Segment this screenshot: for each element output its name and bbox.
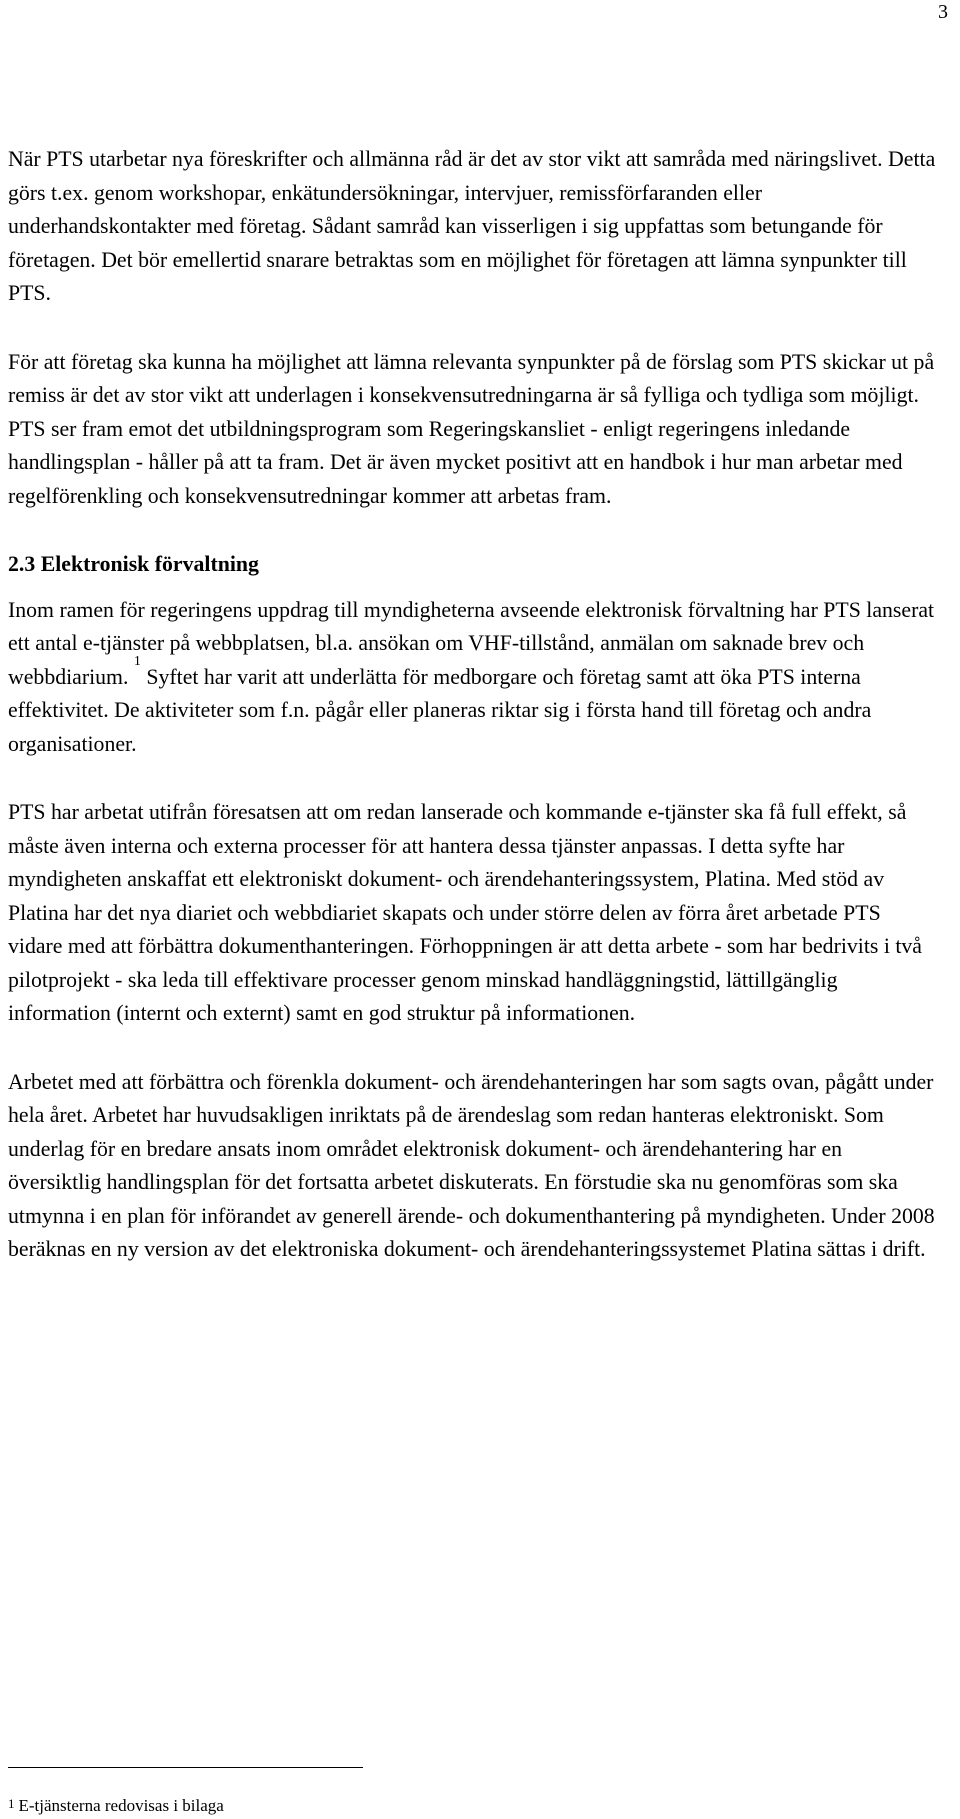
footnote bbox=[8, 1796, 224, 1817]
section-heading: 2.3 Elektronisk förvaltning bbox=[8, 552, 259, 576]
paragraph-e-services-text-cont: Syftet har varit att underlätta för medborgare och företag samt att öka PTS interna effektivitet. De aktiviteter som f.n. pågår eller planeras riktar sig i första hand till företag och andra organisationer. bbox=[8, 664, 872, 756]
paragraph-e-services-text: Inom ramen för regeringens uppdrag till myndigheterna avseende elektronisk förvaltning har PTS lanserat ett antal e-tjänster på webbplatsen, bl.a. ansökan om VHF-tillstånd, anmälan om saknade brev och webbdiarium. bbox=[8, 597, 935, 689]
footnote-divider bbox=[8, 1767, 363, 1768]
paragraph-e-services bbox=[8, 594, 938, 762]
footnote-number: 1 bbox=[8, 1796, 15, 1811]
paragraph-consultation: När PTS utarbetar nya föreskrifter och allmänna råd är det av stor vikt att samråda med näringslivet. Detta görs t.ex. genom workshopar, enkätundersökningar, intervjuer, remissförfaranden eller underhandskontakter med företag. Sådant samråd kan visserligen i sig uppfattas som betungande för företagen. Det bör emellertid snarare betraktas som en möjlighet för företagen att lämna synpunkter till PTS. bbox=[8, 147, 936, 305]
paragraph-remiss: För att företag ska kunna ha möjlighet att lämna relevanta synpunkter på de förslag som PTS skickar ut på remiss är det av stor vikt att underlagen i konsekvensutredningarna är så fylliga och tydliga som möjligt. PTS ser fram emot det utbildningsprogram som Regeringskansliet - enligt regeringens inledande handlingsplan - håller på att ta fram. Det är även mycket positivt att en handbok i hur man arbetar med regelförenkling och konsekvensutredningar kommer att arbetas fram. bbox=[8, 349, 935, 508]
paragraph-document-handling: Arbetet med att förbättra och förenkla dokument- och ärendehanteringen har som sagts ovan, pågått under hela året. Arbetet har huvudsakligen inriktats på de ärendeslag som redan hanteras elektroniskt. Som underlag för en bredare ansats inom området elektronisk dokument- och ärendehantering har en översiktlig handlingsplan för det fortsatta arbetet diskuterats. En förstudie ska nu genomföras som ska utmynna i en plan för införandet av generell ärende- och dokumenthantering på myndigheten. Under 2008 beräknas en ny version av det elektroniska dokument- och ärendehanteringssystemet Platina sättas i drift. bbox=[8, 1069, 935, 1261]
paragraph-platina: PTS har arbetat utifrån föresatsen att om redan lanserade och kommande e-tjänster ska få full effekt, så måste även interna och externa processer för att hantera dessa tjänster anpassas. I detta syfte har myndigheten anskaffat ett elektroniskt dokument- och ärendehanteringssystem, Platina. Med stöd av Platina har det nya diariet och webbdiariet skapats och under större delen av förra året arbetade PTS vidare med att förbättra dokumenthanteringen. Förhoppningen är att detta arbete - som har bedrivits i två pilotprojekt - ska leda till effektivare processer genom minskad handläggningstid, lättillgänglig information (internt och externt) samt en god struktur på informationen. bbox=[8, 800, 922, 1025]
footnote-text: E-tjänsterna redovisas i bilaga bbox=[18, 1796, 224, 1815]
page-number: 3 bbox=[938, 1, 948, 23]
document-body bbox=[8, 143, 938, 1302]
footnote-reference[interactable]: 1 bbox=[133, 654, 141, 670]
